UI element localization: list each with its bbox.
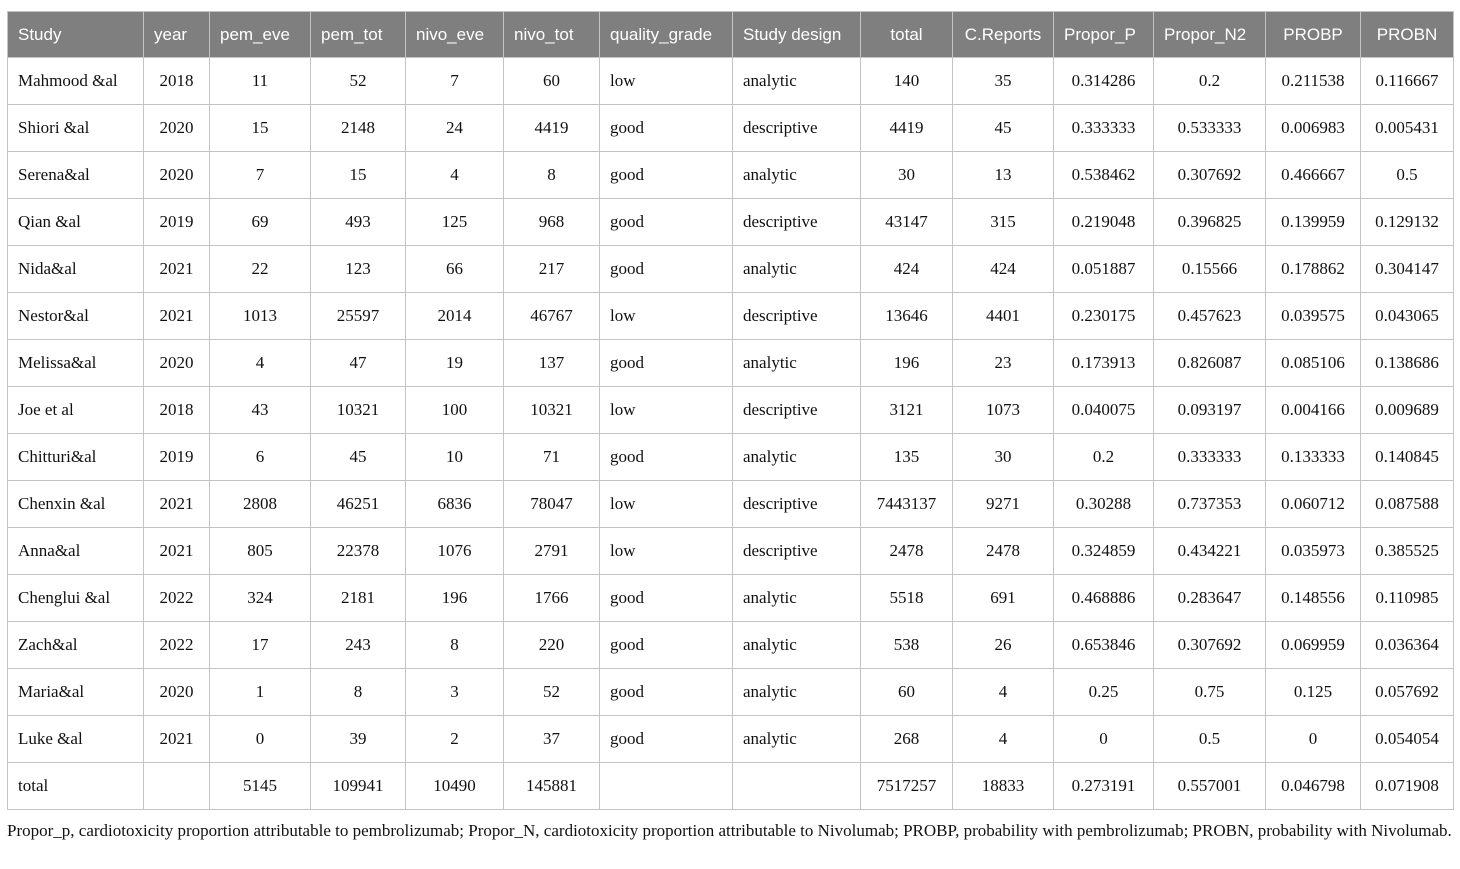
col-header-study-design: Study design: [733, 12, 861, 58]
cell-probn: 0.116667: [1361, 58, 1454, 105]
cell-nivo-eve: 10: [406, 434, 504, 481]
cell-probn: 0.304147: [1361, 246, 1454, 293]
table-row: [8, 622, 1454, 669]
cell-probn: 0.054054: [1361, 716, 1454, 763]
cell-study-design: descriptive: [733, 199, 861, 246]
cell-c-reports: 23: [953, 340, 1054, 387]
cell-nivo-eve: 66: [406, 246, 504, 293]
table-footnote: Propor_p, cardiotoxicity proportion attributable to pembrolizumab; Propor_N, cardiotoxicity proportion attributable to Nivolumab; PROBP, probability with pembrolizumab; PROBN, probability with Nivolumab.: [7, 821, 1452, 840]
cell-nivo-eve: 100: [406, 387, 504, 434]
cell-propor-n2: 0.307692: [1154, 152, 1266, 199]
cell-quality-grade: low: [600, 58, 733, 105]
cell-study-design: analytic: [733, 622, 861, 669]
cell-probn: 0.5: [1361, 152, 1454, 199]
cell-pem-tot: 10321: [311, 387, 406, 434]
cell-propor-n2: 0.396825: [1154, 199, 1266, 246]
cell-nivo-tot: 8: [504, 152, 600, 199]
table-body: [8, 58, 1454, 810]
cell-quality-grade: [600, 763, 733, 810]
cell-propor-p: 0.173913: [1054, 340, 1154, 387]
table-row: [8, 669, 1454, 716]
cell-study: Joe et al: [8, 387, 144, 434]
cell-probp: 0.060712: [1266, 481, 1361, 528]
cell-year: 2020: [144, 669, 210, 716]
cell-pem-eve: 4: [210, 340, 311, 387]
table-row: [8, 434, 1454, 481]
cell-propor-n2: 0.457623: [1154, 293, 1266, 340]
cell-quality-grade: good: [600, 669, 733, 716]
cell-probn: 0.036364: [1361, 622, 1454, 669]
cell-year: 2021: [144, 481, 210, 528]
cell-pem-eve: 69: [210, 199, 311, 246]
col-header-year: year: [144, 12, 210, 58]
cell-nivo-eve: 4: [406, 152, 504, 199]
cell-propor-p: 0.2: [1054, 434, 1154, 481]
cell-pem-eve: 43: [210, 387, 311, 434]
col-header-nivo-eve: nivo_eve: [406, 12, 504, 58]
cell-quality-grade: low: [600, 387, 733, 434]
cell-year: 2018: [144, 58, 210, 105]
cell-year: 2018: [144, 387, 210, 434]
cell-nivo-tot: 37: [504, 716, 600, 763]
cell-propor-p: 0.051887: [1054, 246, 1154, 293]
cell-quality-grade: low: [600, 528, 733, 575]
cell-propor-p: 0.653846: [1054, 622, 1154, 669]
cell-total: 140: [861, 58, 953, 105]
cell-total: 7517257: [861, 763, 953, 810]
table-row: [8, 481, 1454, 528]
col-header-pem-eve: pem_eve: [210, 12, 311, 58]
cell-nivo-eve: 196: [406, 575, 504, 622]
cell-propor-n2: 0.333333: [1154, 434, 1266, 481]
cell-nivo-tot: 71: [504, 434, 600, 481]
cell-probn: 0.385525: [1361, 528, 1454, 575]
cell-pem-tot: 46251: [311, 481, 406, 528]
cell-propor-p: 0.538462: [1054, 152, 1154, 199]
cell-c-reports: 424: [953, 246, 1054, 293]
col-header-c-reports: C.Reports: [953, 12, 1054, 58]
header-row: [8, 12, 1454, 58]
cell-study-design: [733, 763, 861, 810]
cell-nivo-eve: 2: [406, 716, 504, 763]
table-total-row: [8, 763, 1454, 810]
cell-total: 5518: [861, 575, 953, 622]
cell-study: Qian &al: [8, 199, 144, 246]
cell-nivo-tot: 78047: [504, 481, 600, 528]
cell-quality-grade: good: [600, 152, 733, 199]
cell-propor-n2: 0.307692: [1154, 622, 1266, 669]
cell-total: 424: [861, 246, 953, 293]
results-table: [7, 11, 1454, 810]
cell-total: 196: [861, 340, 953, 387]
cell-nivo-tot: 4419: [504, 105, 600, 152]
cell-nivo-eve: 6836: [406, 481, 504, 528]
cell-quality-grade: good: [600, 340, 733, 387]
col-header-pem-tot: pem_tot: [311, 12, 406, 58]
cell-nivo-tot: 137: [504, 340, 600, 387]
cell-nivo-tot: 52: [504, 669, 600, 716]
cell-propor-n2: 0.737353: [1154, 481, 1266, 528]
cell-c-reports: 35: [953, 58, 1054, 105]
cell-propor-p: 0.25: [1054, 669, 1154, 716]
cell-propor-n2: 0.75: [1154, 669, 1266, 716]
cell-study-design: analytic: [733, 58, 861, 105]
cell-c-reports: 13: [953, 152, 1054, 199]
cell-pem-eve: 324: [210, 575, 311, 622]
cell-probp: 0.069959: [1266, 622, 1361, 669]
table-row: [8, 152, 1454, 199]
cell-nivo-eve: 24: [406, 105, 504, 152]
table-row: [8, 575, 1454, 622]
cell-probn: 0.140845: [1361, 434, 1454, 481]
cell-study-design: analytic: [733, 434, 861, 481]
cell-probn: 0.071908: [1361, 763, 1454, 810]
cell-total: 43147: [861, 199, 953, 246]
cell-study: Nestor&al: [8, 293, 144, 340]
cell-probp: 0.466667: [1266, 152, 1361, 199]
cell-c-reports: 45: [953, 105, 1054, 152]
col-header-probp: PROBP: [1266, 12, 1361, 58]
cell-study: Chenxin &al: [8, 481, 144, 528]
cell-total: 268: [861, 716, 953, 763]
cell-propor-n2: 0.283647: [1154, 575, 1266, 622]
cell-propor-n2: 0.15566: [1154, 246, 1266, 293]
cell-year: 2020: [144, 340, 210, 387]
cell-total: 4419: [861, 105, 953, 152]
cell-study-design: descriptive: [733, 481, 861, 528]
cell-study-design: analytic: [733, 340, 861, 387]
cell-nivo-tot: 220: [504, 622, 600, 669]
cell-study: Chenglui &al: [8, 575, 144, 622]
cell-probn: 0.110985: [1361, 575, 1454, 622]
cell-pem-eve: 7: [210, 152, 311, 199]
cell-nivo-eve: 3: [406, 669, 504, 716]
cell-probp: 0.139959: [1266, 199, 1361, 246]
cell-nivo-eve: 8: [406, 622, 504, 669]
cell-total: 135: [861, 434, 953, 481]
cell-quality-grade: good: [600, 199, 733, 246]
cell-probp: 0.085106: [1266, 340, 1361, 387]
cell-nivo-tot: 145881: [504, 763, 600, 810]
table-container: [7, 11, 1453, 843]
cell-pem-eve: 2808: [210, 481, 311, 528]
cell-pem-tot: 45: [311, 434, 406, 481]
cell-c-reports: 691: [953, 575, 1054, 622]
cell-nivo-tot: 60: [504, 58, 600, 105]
cell-pem-tot: 15: [311, 152, 406, 199]
cell-pem-eve: 11: [210, 58, 311, 105]
table-row: [8, 716, 1454, 763]
cell-quality-grade: good: [600, 622, 733, 669]
cell-total: 2478: [861, 528, 953, 575]
cell-study: Anna&al: [8, 528, 144, 575]
cell-pem-tot: 47: [311, 340, 406, 387]
cell-year: 2019: [144, 199, 210, 246]
cell-pem-eve: 0: [210, 716, 311, 763]
cell-pem-tot: 109941: [311, 763, 406, 810]
cell-propor-n2: 0.2: [1154, 58, 1266, 105]
cell-probn: 0.009689: [1361, 387, 1454, 434]
cell-pem-tot: 52: [311, 58, 406, 105]
cell-study: Chitturi&al: [8, 434, 144, 481]
cell-study-design: descriptive: [733, 528, 861, 575]
cell-total: 13646: [861, 293, 953, 340]
cell-year: 2021: [144, 293, 210, 340]
cell-total: 3121: [861, 387, 953, 434]
cell-quality-grade: good: [600, 716, 733, 763]
cell-study-design: descriptive: [733, 387, 861, 434]
cell-propor-n2: 0.557001: [1154, 763, 1266, 810]
cell-probp: 0.125: [1266, 669, 1361, 716]
table-row: [8, 293, 1454, 340]
cell-study: Nida&al: [8, 246, 144, 293]
cell-study-design: descriptive: [733, 293, 861, 340]
cell-probp: 0.148556: [1266, 575, 1361, 622]
cell-study-design: analytic: [733, 669, 861, 716]
cell-probp: 0.211538: [1266, 58, 1361, 105]
col-header-propor-n2: Propor_N2: [1154, 12, 1266, 58]
cell-nivo-eve: 10490: [406, 763, 504, 810]
cell-propor-p: 0.040075: [1054, 387, 1154, 434]
table-row: [8, 105, 1454, 152]
cell-probn: 0.043065: [1361, 293, 1454, 340]
cell-probp: 0.004166: [1266, 387, 1361, 434]
cell-study: Luke &al: [8, 716, 144, 763]
cell-study: total: [8, 763, 144, 810]
cell-year: [144, 763, 210, 810]
cell-propor-n2: 0.093197: [1154, 387, 1266, 434]
cell-propor-p: 0.314286: [1054, 58, 1154, 105]
cell-nivo-tot: 2791: [504, 528, 600, 575]
col-header-total: total: [861, 12, 953, 58]
cell-year: 2021: [144, 246, 210, 293]
cell-c-reports: 9271: [953, 481, 1054, 528]
cell-propor-p: 0.230175: [1054, 293, 1154, 340]
cell-nivo-eve: 1076: [406, 528, 504, 575]
cell-propor-p: 0.219048: [1054, 199, 1154, 246]
cell-quality-grade: good: [600, 575, 733, 622]
table-row: [8, 528, 1454, 575]
col-header-study: Study: [8, 12, 144, 58]
cell-probn: 0.087588: [1361, 481, 1454, 528]
cell-propor-n2: 0.5: [1154, 716, 1266, 763]
cell-study-design: analytic: [733, 152, 861, 199]
cell-pem-eve: 17: [210, 622, 311, 669]
cell-pem-tot: 493: [311, 199, 406, 246]
cell-propor-n2: 0.826087: [1154, 340, 1266, 387]
cell-probp: 0.046798: [1266, 763, 1361, 810]
cell-probp: 0.178862: [1266, 246, 1361, 293]
cell-propor-p: 0.468886: [1054, 575, 1154, 622]
table-row: [8, 246, 1454, 293]
cell-study-design: analytic: [733, 246, 861, 293]
cell-pem-tot: 2181: [311, 575, 406, 622]
cell-year: 2021: [144, 528, 210, 575]
cell-study: Serena&al: [8, 152, 144, 199]
cell-year: 2021: [144, 716, 210, 763]
cell-total: 30: [861, 152, 953, 199]
cell-pem-eve: 1: [210, 669, 311, 716]
cell-probp: 0.006983: [1266, 105, 1361, 152]
cell-quality-grade: low: [600, 481, 733, 528]
cell-probn: 0.138686: [1361, 340, 1454, 387]
cell-study: Mahmood &al: [8, 58, 144, 105]
cell-pem-eve: 22: [210, 246, 311, 293]
table-row: [8, 340, 1454, 387]
cell-pem-eve: 15: [210, 105, 311, 152]
cell-pem-tot: 2148: [311, 105, 406, 152]
cell-c-reports: 4: [953, 669, 1054, 716]
cell-nivo-eve: 2014: [406, 293, 504, 340]
table-row: [8, 199, 1454, 246]
cell-study: Melissa&al: [8, 340, 144, 387]
cell-propor-p: 0.324859: [1054, 528, 1154, 575]
cell-year: 2020: [144, 152, 210, 199]
cell-probp: 0.039575: [1266, 293, 1361, 340]
cell-pem-eve: 805: [210, 528, 311, 575]
cell-c-reports: 4: [953, 716, 1054, 763]
cell-pem-tot: 39: [311, 716, 406, 763]
cell-pem-tot: 22378: [311, 528, 406, 575]
cell-year: 2020: [144, 105, 210, 152]
cell-probn: 0.057692: [1361, 669, 1454, 716]
col-header-probn: PROBN: [1361, 12, 1454, 58]
cell-probn: 0.005431: [1361, 105, 1454, 152]
col-header-nivo-tot: nivo_tot: [504, 12, 600, 58]
cell-nivo-tot: 217: [504, 246, 600, 293]
cell-pem-eve: 6: [210, 434, 311, 481]
cell-study: Shiori &al: [8, 105, 144, 152]
cell-nivo-tot: 46767: [504, 293, 600, 340]
cell-total: 538: [861, 622, 953, 669]
cell-quality-grade: good: [600, 434, 733, 481]
cell-study-design: analytic: [733, 575, 861, 622]
cell-study: Maria&al: [8, 669, 144, 716]
cell-propor-p: 0.30288: [1054, 481, 1154, 528]
cell-nivo-eve: 7: [406, 58, 504, 105]
cell-study-design: descriptive: [733, 105, 861, 152]
cell-nivo-tot: 968: [504, 199, 600, 246]
cell-probp: 0: [1266, 716, 1361, 763]
cell-pem-eve: 1013: [210, 293, 311, 340]
cell-c-reports: 2478: [953, 528, 1054, 575]
cell-year: 2022: [144, 622, 210, 669]
cell-propor-p: 0: [1054, 716, 1154, 763]
cell-pem-tot: 123: [311, 246, 406, 293]
cell-quality-grade: low: [600, 293, 733, 340]
col-header-propor-p: Propor_P: [1054, 12, 1154, 58]
cell-nivo-tot: 1766: [504, 575, 600, 622]
cell-pem-eve: 5145: [210, 763, 311, 810]
cell-probp: 0.035973: [1266, 528, 1361, 575]
cell-quality-grade: good: [600, 105, 733, 152]
cell-total: 60: [861, 669, 953, 716]
table-row: [8, 387, 1454, 434]
cell-year: 2019: [144, 434, 210, 481]
cell-c-reports: 315: [953, 199, 1054, 246]
cell-pem-tot: 25597: [311, 293, 406, 340]
cell-c-reports: 1073: [953, 387, 1054, 434]
cell-propor-p: 0.273191: [1054, 763, 1154, 810]
cell-study: Zach&al: [8, 622, 144, 669]
cell-year: 2022: [144, 575, 210, 622]
cell-total: 7443137: [861, 481, 953, 528]
cell-quality-grade: good: [600, 246, 733, 293]
cell-propor-n2: 0.533333: [1154, 105, 1266, 152]
cell-c-reports: 18833: [953, 763, 1054, 810]
cell-c-reports: 30: [953, 434, 1054, 481]
cell-nivo-tot: 10321: [504, 387, 600, 434]
col-header-quality-grade: quality_grade: [600, 12, 733, 58]
cell-probn: 0.129132: [1361, 199, 1454, 246]
table-row: [8, 58, 1454, 105]
cell-pem-tot: 243: [311, 622, 406, 669]
cell-propor-p: 0.333333: [1054, 105, 1154, 152]
cell-c-reports: 26: [953, 622, 1054, 669]
cell-study-design: analytic: [733, 716, 861, 763]
cell-nivo-eve: 125: [406, 199, 504, 246]
cell-c-reports: 4401: [953, 293, 1054, 340]
cell-pem-tot: 8: [311, 669, 406, 716]
cell-probp: 0.133333: [1266, 434, 1361, 481]
cell-propor-n2: 0.434221: [1154, 528, 1266, 575]
cell-nivo-eve: 19: [406, 340, 504, 387]
